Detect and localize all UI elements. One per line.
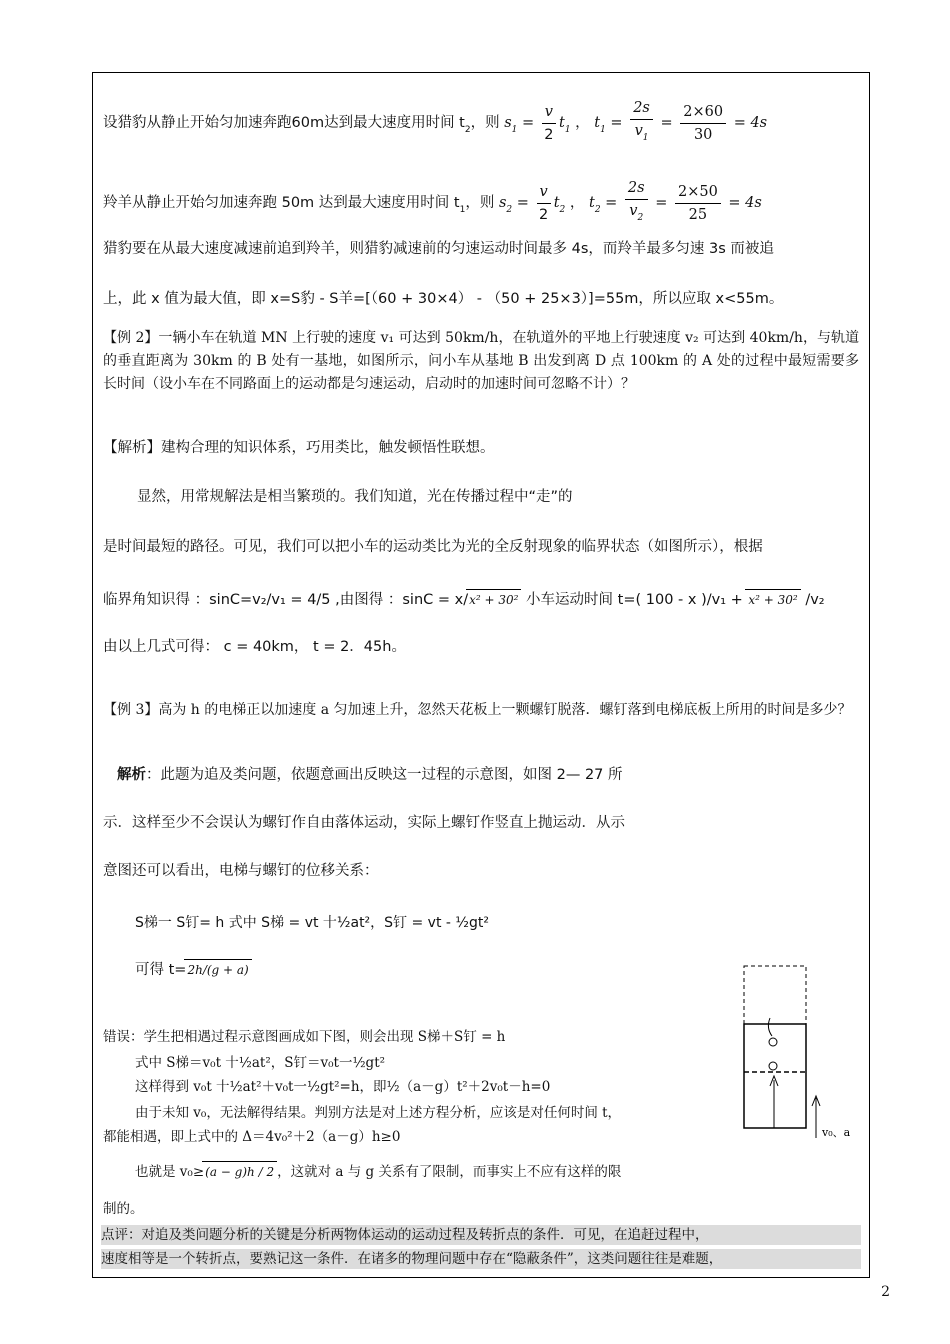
example-2: 【例 2】一辆小车在轨道 MN 上行驶的速度 v₁ 可达到 50km/h，在轨道外的平地上行驶速度 v₂ 可达到 40km/h，与轨道的垂直距离为 30km 的 B 处有一基地，如图所示，问小车从基地 B 出发到离 D 点 100km 的 A 处的过程中最短需要多长时间（设小车在不同路面上的运动都是匀速运动，启动时的加速时间可忽略不计）？: [103, 330, 859, 392]
chase-line-2: 上，此 x 值为最大值，即 x=S豹 - S羊=[（60 + 30×4） - （50 + 25×3）]=55m，所以应取 x<55m。: [103, 291, 784, 307]
comment-line-1: 点评：对追及类问题分析的关键是分析两物体运动的运动过程及转折点的条件．可见，在追赶过程中，: [101, 1225, 861, 1245]
example-3-para-3: 意图还可以看出，电梯与螺钉的位移关系：: [103, 863, 379, 879]
elevator-diagram: [640, 958, 860, 1138]
example-2-para-3: 临界角知识得 ：sinC=v₂/v₁ = 4/5 ,由图得 ：sinC = x/x² + 30² 小车运动时间 t=( 100 - x )/v₁ + x² + 30² /v₂: [103, 589, 859, 610]
chase-line-1: 猎豹要在从最大速度减速前追到羚羊，则猎豹减速前的匀速运动时间最多 4s，而羚羊最多匀速 3s 而被追: [103, 241, 774, 257]
page-number: 2: [881, 1284, 890, 1300]
example-2-result: 由以上几式可得： c = 40km， t = 2．45h。: [103, 639, 406, 655]
screw-end: [769, 1062, 777, 1070]
screw-start: [769, 1038, 777, 1046]
error-line-3: 这样得到 v₀t 十½at²＋v₀t一½gt²=h，即½（a－g）t²＋2v₀t－h=0: [135, 1079, 551, 1095]
error-line-2: 式中 S梯＝v₀t 十½at²，S钉＝v₀t一½gt²: [135, 1055, 386, 1071]
example-2-solution: 【解析】建构合理的知识体系，巧用类比，触发顿悟性联想。: [103, 440, 495, 456]
comment-line-2: 速度相等是一个转折点，要熟记这一条件．在诸多的物理问题中存在“隐蔽条件”，这类问题往往是难题，: [101, 1249, 861, 1269]
screw-path: [768, 1018, 772, 1036]
error-line-4: 由于未知 v₀，无法解得结果。判别方法是对上述方程分析，应该是对任何时间 t，: [135, 1105, 622, 1121]
example-3-para-1: 解析：此题为追及类问题，依题意画出反映这一过程的示意图，如图 2— 27 所: [117, 767, 623, 783]
elevator-previous-position: [744, 966, 806, 1024]
example-3-equation: S梯一 S钉= h 式中 S梯 = vt 十½at²，S钉 = vt - ½gt²: [135, 915, 489, 931]
error-line-7: 制的。: [103, 1201, 144, 1217]
example-2-para-1: 显然，用常规解法是相当繁琐的。我们知道，光在传播过程中“走”的: [137, 489, 573, 505]
velocity-label: v₀、a: [822, 1126, 851, 1138]
error-line-6: 也就是 v₀≥(a − g)h / 2 ，这就对 a 与 g 关系有了限制，而事实上不应有这样的限: [135, 1161, 859, 1182]
example-3-para-2: 示．这样至少不会误认为螺钉作自由落体运动，实际上螺钉作竖直上抛运动．从示: [103, 815, 625, 831]
example-2-para-2: 是时间最短的路径。可见，我们可以把小车的运动类比为光的全反射现象的临界状态（如图所示），根据: [103, 539, 763, 555]
example-3-result: 可得 t=2h/(g + a): [135, 959, 859, 980]
antelope-line: 羚羊从静止开始匀加速奔跑 50m 达到最大速度用时间 $t_1$，则 $s_2$ = $\frac{v}{2}$ $t_2$ ， $t_2$ = $\frac{2s}{v_2}$ = $\frac{2\times 50}{25}$ = 4s: [103, 177, 859, 227]
example-3: 【例 3】高为 h 的电梯正以加速度 a 匀加速上升，忽然天花板上一颗螺钉脱落．螺钉落到电梯底板上所用的时间是多少？: [103, 702, 852, 718]
error-line-1: 错误：学生把相遇过程示意图画成如下图，则会出现 S梯＋S钉 = h: [103, 1029, 506, 1045]
cheetah-line: 设猎豹从静止开始匀加速奔跑60m达到最大速度用时间 $t_2$，则 $s_1$ = $\frac{v}{2}$ $t_1$ ， $t_1$ = $\frac{2s}{v_1}$ = $\frac{2\times 60}{30}$ = 4s: [103, 97, 859, 147]
error-line-5: 都能相遇，即上式中的 Δ＝4v₀²＋2（a－g）h≥0: [103, 1129, 401, 1145]
